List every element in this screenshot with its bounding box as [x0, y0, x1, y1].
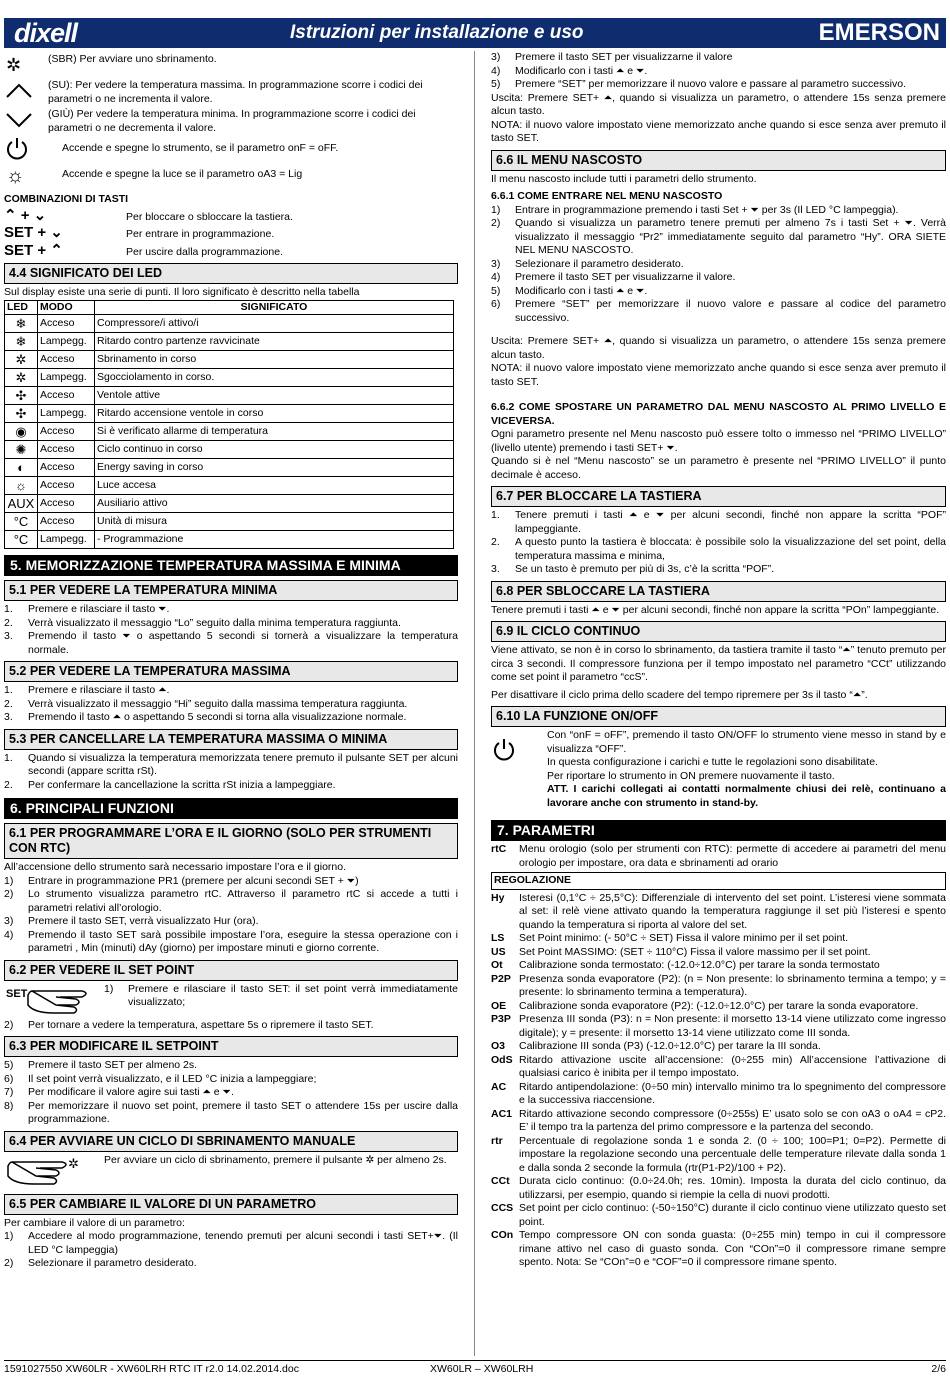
list-item: 3) Premere il tasto SET, verrà visualizzato Hur (ora). — [4, 915, 259, 927]
onoff-text: Con “onF = oFF”, premendo il tasto ON/OFF lo strumento viene messo in stand by e visualizza “OFF”. In questa configurazione i carichi e tutte le regolazioni sono disabilitate. Per riportare lo strumento in ON premere nuovamente il tasto. ATT. I carichi collegati ai contatti normalmente chiusi dei relè, continuano a lavorare anche con strumento in stand-by. — [547, 729, 946, 809]
led-table-row: ✺ Acceso Ciclo continuo in corso — [5, 441, 454, 459]
key-legend — [4, 53, 458, 187]
regolazione-header: REGOLAZIONE — [491, 872, 946, 890]
list-item: 6) Premere “SET” per memorizzare il nuovo valore e passare al codice del parametro successivo. — [491, 298, 946, 324]
list-item: 1. Premere e rilasciare il tasto ⏷. — [4, 603, 170, 615]
list-item: 3) Selezionare il parametro desiderato. — [491, 257, 684, 270]
led-table-row: AUX Acceso Ausiliario attivo — [5, 495, 454, 513]
svg-text:SET: SET — [6, 987, 28, 1000]
dixell-logo: dixell — [14, 18, 78, 48]
param-ls: LS Set Point minimo: (- 50°C ÷ SET) Fissa il valore minimo per il set point. — [491, 932, 849, 944]
key-combination: ⌃ + ⌄ Per bloccare o sbloccare la tastiera. — [4, 206, 293, 224]
list-item: 2) Lo strumento visualizza parametro rtC. Attraverso il parametro rtC si accede a tutti i parametri relativi all’orologio. — [4, 888, 458, 914]
section-6-5-list — [4, 1230, 458, 1271]
section-5-1-title: 5.1 PER VEDERE LA TEMPERATURA MINIMA — [4, 580, 458, 601]
param-hy: Hy Isteresi (0,1°C ÷ 25,5°C): Differenziale di intervento del set point. L’isteresi viene sommata al set: il relè viene attivato quando la temperatura raggiunge il set più l’isteresi e spento quando la temperatura si riporta al valore del set. — [491, 891, 946, 931]
param-cct: CCt Durata ciclo continuo: (0.0÷24.0h; res. 10min). Imposta la durata del ciclo continuo, da utilizzarsi, per esempio, quando si riempie la cella di nuovi prodotti. — [491, 1175, 946, 1201]
led-table-row: ☼ Acceso Luce accesa — [5, 477, 454, 495]
list-item: 3) Premere il tasto SET per visualizzarne il valore — [491, 51, 733, 63]
param-o3: O3 Calibrazione III sonda (P3) (-12.0÷12.0°C) per tarare la III sonda. — [491, 1040, 821, 1052]
section-6-7-list — [491, 509, 946, 577]
param-p2p: P2P Presenza sonda evaporatore (P2): (n = Non presente: lo sbrinamento termina a tempo; y = presente: lo sbrinamento termina a temperatura). — [491, 972, 946, 998]
section-5-title: 5. MEMORIZZAZIONE TEMPERATURA MASSIMA E MINIMA — [4, 555, 458, 576]
set-point-step-2: 2) Per tornare a vedere la temperatura, aspettare 5s o ripremere il tasto SET. — [4, 1018, 374, 1031]
key-legend-item: Accende e spegne lo strumento, se il parametro onF = oFF. — [4, 137, 458, 161]
param-ot: Ot Calibrazione sonda termostato: (-12.0÷12.0°C) per tarare la sonda termostato — [491, 959, 880, 971]
section-6-7-title: 6.7 PER BLOCCARE LA TASTIERA — [491, 486, 946, 507]
led-icon: ☼ — [5, 477, 38, 495]
power-icon — [4, 137, 48, 161]
list-item: 4) Modificarlo con i tasti ⏶ e ⏷. — [491, 64, 648, 77]
section-4-4-title: 4.4 SIGNIFICATO DEI LED — [4, 263, 458, 284]
hand-defrost-icon — [4, 1154, 104, 1190]
param-p3p: P3P Presenza III sonda (P3): n = Non presente: il morsetto 13-14 viene utilizzato come ingresso digitale); y = presente: il morsetto 13-14 viene utilizzato come III sonda. — [491, 1013, 946, 1039]
param-rtc: rtC Menu orologio (solo per strumenti con RTC): permette di accedere ai parametri del menu orologio per impostare, ora data e sbrinamenti ad orario — [491, 843, 946, 869]
led-table — [4, 300, 454, 550]
section-6-6-2-title: 6.6.2 COME SPOSTARE UN PARAMETRO DAL MENU NASCOSTO AL PRIMO LIVELLO E VICEVERSA. — [491, 401, 946, 427]
led-table-row: ❄ Acceso Compressore/i attivo/i — [5, 315, 454, 333]
defrost-row — [4, 1154, 458, 1190]
param-ccs: CCS Set point per ciclo continuo: (-50÷150°C) durante il ciclo continuo viene utilizzato questo set point. — [491, 1202, 946, 1228]
section-4-4-intro: Sul display esiste una serie di punti. Il loro significato è descritto nella tabella — [4, 286, 360, 298]
led-table-row: °C Acceso Unità di misura — [5, 513, 454, 531]
section-5-2-title: 5.2 PER VEDERE LA TEMPERATURA MASSIMA — [4, 661, 458, 682]
nota-2: NOTA: il nuovo valore impostato viene memorizzato anche quando si esce senza aver premuto il tasto SET. — [491, 362, 946, 388]
section-5-1-list — [4, 603, 458, 657]
mode-col-header: MODO — [38, 300, 95, 315]
led-icon: ✲ — [5, 351, 38, 369]
list-item: 5) Premere il tasto SET per almeno 2s. — [4, 1059, 198, 1071]
section-5-3-title: 5.3 PER CANCELLARE LA TEMPERATURA MASSIMA O MINIMA — [4, 729, 458, 750]
power-icon — [491, 729, 547, 810]
section-6-5-intro: Per cambiare il valore di un parametro: — [4, 1216, 185, 1229]
led-table-row: °C Lampegg. - Programmazione — [5, 531, 454, 549]
param-change-steps — [491, 51, 946, 92]
led-table-row: ◐ Acceso Energy saving in corso — [5, 459, 454, 477]
footer-page: 2/6 — [931, 1363, 946, 1375]
list-item: 1. Quando si visualizza la temperatura memorizzata tenere premuto il pulsante SET per alcuni secondi (appare scritta rSt). — [4, 751, 458, 777]
led-icon: ✣ — [5, 405, 38, 423]
led-icon: ✲ — [5, 369, 38, 387]
section-5-3-list — [4, 752, 458, 793]
list-item: 1) Entrare in programmazione PR1 (premere per alcuni secondi SET + ⏷) — [4, 874, 359, 887]
led-table-row: ❄ Lampegg. Ritardo contro partenze ravvicinate — [5, 333, 454, 351]
list-item: 4) Premere il tasto SET per visualizzarne il valore. — [491, 271, 736, 283]
list-item: 3. Premendo il tasto ⏶ o aspettando 5 secondi si torna alla visualizzazione normale. — [4, 711, 407, 723]
led-icon: ❄ — [5, 315, 38, 333]
parameter-list — [491, 892, 946, 1270]
list-item: 2) Quando si visualizza un parametro tenere premuti per almeno 7s i tasti Set + ⏷. Verrà visualizzato il messaggio “Pr2” immediatamente seguito dal parametro “Hy”. ORA SIETE NEL MENU NASCOSTO. — [491, 217, 946, 256]
list-item: 1) Accedere al modo programmazione, tenendo premuti per alcuni secondi i tasti SET+⏷. (Il LED °C lampeggia) — [4, 1230, 458, 1256]
defrost-icon — [4, 53, 48, 77]
section-6-6-1-list — [491, 204, 946, 326]
list-item: 2. A questo punto la tastiera è bloccata: è possibile solo la visualizzazione del set point, della temperatura massima e minima, — [491, 536, 946, 562]
defrost-text: Per avviare un ciclo di sbrinamento, premere il pulsante ✲ per almeno 2s. — [104, 1153, 447, 1166]
led-icon: °C — [5, 513, 38, 531]
section-6-6-2-p1: Ogni parametro presente nel Menu nascosto può essere tolto o immesso nel “PRIMO LIVELLO” (livello utente) premendo i tasti SET+ ⏷. — [491, 428, 946, 454]
page-title: Istruzioni per installazione e uso — [290, 22, 584, 43]
key-legend-item: (GIÙ) Per vedere la temperatura minima. In programmazione scorre i codici dei parametri o ne decrementa il valore. — [4, 108, 458, 135]
list-item: 3. Se un tasto è premuto per più di 3s, c’è la scritta “POF”. — [491, 563, 775, 575]
list-item: 5) Premere “SET” per memorizzare il nuovo valore e passare al parametro successivo. — [491, 78, 906, 90]
led-icon: ❄ — [5, 333, 38, 351]
nota-1: NOTA: il nuovo valore impostato viene memorizzato anche quando si esce senza aver premuto il tasto SET. — [491, 118, 946, 144]
list-item: 2. Per confermare la cancellazione la scritta rSt inizia a lampeggiare. — [4, 778, 336, 791]
list-item: 8) Per memorizzare il nuovo set point, premere il tasto SET o attendere 15s per uscire dalla programmazione. — [4, 1099, 458, 1125]
section-6-9-p2: Per disattivare il ciclo prima dello scadere del tempo ripremere per 3s il tasto “⏶”. — [491, 688, 868, 701]
emerson-logo: EMERSON — [818, 19, 940, 46]
section-6-6-2-p2: Quando si è nel “Menu nascosto” se un parametro è presente nel “PRIMO LIVELLO” il punto decimale è acceso. — [491, 455, 946, 481]
onoff-row — [491, 729, 946, 810]
led-table-row: ✣ Lampegg. Ritardo accensione ventole in corso — [5, 405, 454, 423]
left-column — [4, 51, 458, 1271]
led-icon: ◉ — [5, 423, 38, 441]
section-6-8-title: 6.8 PER SBLOCCARE LA TASTIERA — [491, 581, 946, 602]
param-us: US Set Point MASSIMO: (SET ÷ 110°C) Fissa il valore massimo per il set point. — [491, 945, 871, 958]
param-ac1: AC1 Ritardo attivazione secondo compressore (0÷255s) E’ usato solo se con oA3 o oA4 = cP2. E’ il tempo tra la partenza del primo compressore e la partenza del secondo. — [491, 1107, 946, 1133]
column-divider — [474, 51, 475, 1356]
param-rtr: rtr Percentuale di regolazione sonda 1 e sonda 2. (0 ÷ 100; 100=P1; 0=P2). Permette di impostare la regolazione secondo una percentuale delle temperature rilevate dalla sonda 1 e dalla sonda 2 seconde la formula (rtr(P1-P2)/100 + P2). — [491, 1134, 946, 1174]
led-icon: ✣ — [5, 387, 38, 405]
section-5-2-list — [4, 684, 458, 725]
footer — [4, 1360, 946, 1375]
section-7-title: 7. PARAMETRI — [491, 820, 946, 841]
list-item: 1) Entrare in programmazione premendo i tasti Set + ⏷ per 3s (Il LED °C lampeggia). — [491, 203, 899, 216]
exit-note-1: Uscita: Premere SET+ ⏶, quando si visualizza un parametro, o attendere 15s senza premere alcun tasto. — [491, 91, 946, 117]
key-legend-item: (SU): Per vedere la temperatura massima. In programmazione scorre i codici dei parametri o ne incrementa il valore. — [4, 79, 458, 106]
section-6-9-title: 6.9 IL CICLO CONTINUO — [491, 621, 946, 642]
key-combination-keys: SET + ⌃ — [4, 241, 63, 259]
list-item: 5) Modificarlo con i tasti ⏶ e ⏷. — [491, 284, 648, 297]
section-6-6-1-title: 6.6.1 COME ENTRARE NEL MENU NASCOSTO — [491, 190, 723, 202]
led-table-row: ✲ Lampegg. Sgocciolamento in corso. — [5, 369, 454, 387]
param-oe: OE Calibrazione sonda evaporatore (P2): (-12.0÷12.0°C) per tarare la sonda evaporatore. — [491, 999, 919, 1012]
key-combination: SET + ⌄ Per entrare in programmazione. — [4, 224, 275, 241]
list-item: 3. Premendo il tasto ⏷ o aspettando 5 secondi si tornerà a visualizzare la temperatura normale. — [4, 630, 458, 656]
section-6-5-title: 6.5 PER CAMBIARE IL VALORE DI UN PARAMETRO — [4, 1194, 458, 1215]
section-6-3-list — [4, 1059, 458, 1127]
section-6-title: 6. PRINCIPALI FUNZIONI — [4, 798, 458, 819]
list-item: 1. Premere e rilasciare il tasto ⏶. — [4, 684, 170, 696]
svg-text:☼: ☼ — [6, 165, 25, 187]
section-6-9-p1: Viene attivato, se non è in corso lo sbrinamento, da tastiera tramite il tasto “⏶” tenuto premuto per circa 3 secondi. Il compressore funziona per il tempo impostato nel parametro “CCt” utilizzando come set point il parametro “ccS”. — [491, 644, 946, 683]
down-arrow-icon — [4, 108, 48, 132]
param-ac: AC Ritardo antipendolazione: (0÷50 min) intervallo minimo tra lo spegnimento del compressore e la successiva riaccensione. — [491, 1080, 946, 1106]
header-bar — [4, 18, 946, 48]
meaning-col-header: SIGNIFICATO — [95, 300, 454, 315]
hand-set-icon — [4, 983, 104, 1019]
section-6-6-intro: Il menu nascosto include tutti i parametri dello strumento. — [491, 172, 757, 185]
key-combination-keys: ⌃ + ⌄ — [4, 206, 47, 224]
up-arrow-icon — [4, 79, 48, 103]
list-item: 1. Tenere premuti i tasti ⏶ e ⏷ per alcuni secondi, finché non appare la scritta “POF” lampeggiante. — [491, 509, 946, 535]
led-icon: AUX — [5, 495, 38, 513]
key-legend-item: ✲ (SBR) Per avviare uno sbrinamento. — [6, 53, 217, 75]
key-combination-keys: SET + ⌄ — [4, 224, 63, 241]
set-point-step-1: 1) Premere e rilasciare il tasto SET: il set point verrà immediatamente visualizzato; — [104, 982, 458, 1008]
led-icon: ✺ — [5, 441, 38, 459]
led-icon: ◐ — [5, 459, 38, 477]
light-icon — [4, 163, 48, 187]
list-item: 2. Verrà visualizzato il messaggio “Hi” seguito dalla massima temperatura raggiunta. — [4, 697, 408, 710]
section-6-10-title: 6.10 LA FUNZIONE ON/OFF — [491, 706, 946, 727]
right-column — [491, 51, 946, 1270]
led-table-row: ✲ Acceso Sbrinamento in corso — [5, 351, 454, 369]
combo-title: COMBINAZIONI DI TASTI — [4, 193, 129, 205]
list-item: 6) Il set point verrà visualizzato, e il LED °C inizia a lampeggiare; — [4, 1072, 317, 1085]
key-combination: SET + ⌃ Per uscire dalla programmazione. — [4, 241, 283, 259]
section-6-1-list — [4, 875, 458, 956]
footer-doc-code: 1591027550 XW60LR - XW60LRH RTC IT r2.0 14.02.2014.doc — [4, 1363, 299, 1375]
list-item: 4) Premendo il tasto SET sarà possibile impostare l’ora, eseguire la stessa operazione con i parametri , Min (minuti) dAy (giorno) per impostare minuti e giorno corrente. — [4, 928, 458, 954]
section-6-1-intro: All’accensione dello strumento sarà necessario impostare l’ora e il giorno. — [4, 861, 347, 873]
section-6-4-title: 6.4 PER AVVIARE UN CICLO DI SBRINAMENTO MANUALE — [4, 1131, 458, 1152]
key-legend-item: ☼ Accende e spegne la luce se il parametro oA3 = Lig — [6, 165, 303, 187]
footer-model: XW60LR – XW60LRH — [430, 1363, 534, 1375]
exit-note-2: Uscita: Premere SET+ ⏶, quando si visualizza un parametro, o attendere 15s senza premere alcun tasto. — [491, 335, 946, 361]
param-ods: OdS Ritardo attivazione uscite all’accensione: (0÷255 min) All’accensione l’attivazione di qualsiasi carico è inibita per il tempo impostato. — [491, 1053, 946, 1079]
led-table-row: ◉ Acceso Si è verificato allarme di temperatura — [5, 423, 454, 441]
param-con: COn Tempo compressore ON con sonda guasta: (0÷255 min) tempo in cui il compressore rimane attivo nel caso di guasto sonda. Con “COn”=0 il compressore rimane sempre spento. Nota: Se “COn”=0 e “COF”=0 il compressore rimane spento. — [491, 1229, 946, 1268]
svg-text:✲: ✲ — [68, 1155, 79, 1171]
led-table-row: ✣ Acceso Ventole attive — [5, 387, 454, 405]
svg-text:✲: ✲ — [6, 55, 22, 75]
list-item: 2) Selezionare il parametro desiderato. — [4, 1257, 197, 1269]
list-item: 7) Per modificare il valore agire sui tasti ⏶ e ⏷. — [4, 1086, 234, 1098]
key-combinations — [4, 206, 458, 260]
section-6-8-text: Tenere premuti i tasti ⏶ e ⏷ per alcuni secondi, finché non appare la scritta “POn” lampeggiante. — [491, 603, 940, 616]
section-6-2-title: 6.2 PER VEDERE IL SET POINT — [4, 960, 458, 981]
led-icon: °C — [5, 531, 38, 549]
section-6-1-title: 6.1 PER PROGRAMMARE L’ORA E IL GIORNO (SOLO PER STRUMENTI CON RTC) — [4, 823, 458, 859]
section-6-3-title: 6.3 PER MODIFICARE IL SETPOINT — [4, 1036, 458, 1057]
section-6-6-title: 6.6 IL MENU NASCOSTO — [491, 150, 946, 171]
led-col-header: LED — [5, 300, 38, 315]
list-item: 2. Verrà visualizzato il messaggio “Lo” seguito dalla minima temperatura raggiunta. — [4, 616, 401, 629]
set-point-row — [4, 983, 458, 1019]
